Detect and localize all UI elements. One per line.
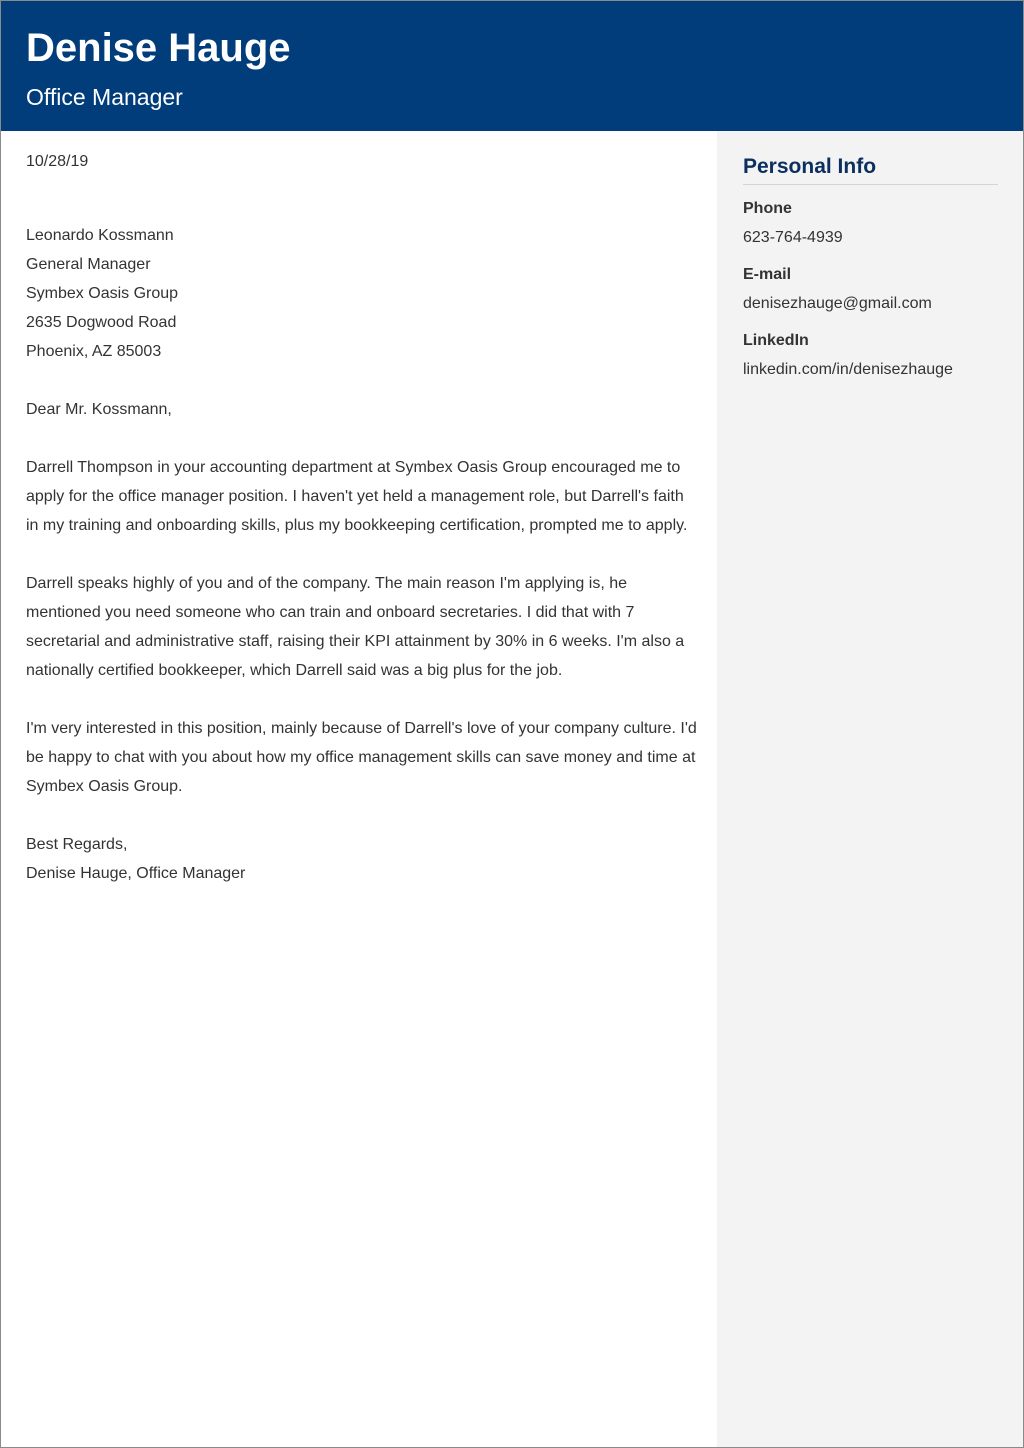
- closing: Best Regards,: [26, 836, 128, 853]
- applicant-title: Office Manager: [26, 84, 183, 110]
- applicant-name: Denise Hauge: [26, 26, 291, 70]
- linkedin-value: linkedin.com/in/denisezhauge: [743, 361, 953, 378]
- linkedin-label: LinkedIn: [743, 332, 809, 349]
- phone-label: Phone: [743, 200, 792, 217]
- letter-body: [26, 147, 698, 888]
- phone-value: 623-764-4939: [743, 229, 843, 246]
- body-paragraph: Darrell Thompson in your accounting department at Symbex Oasis Group encouraged me to apply for the office manager position. I haven't yet held a management role, but Darrell's faith in my training and onboarding skills, plus my bookkeeping certification, prompted me to apply.: [26, 459, 688, 534]
- body-paragraph: Darrell speaks highly of you and of the company. The main reason I'm applying is, he mentioned you need someone who can train and onboard secretaries. I did that with 7 secretarial and administrative staff, raising their KPI attainment by 30% in 6 weeks. I'm also a nationally certified bookkeeper, which Darrell said was a big plus for the job.: [26, 575, 685, 679]
- recipient-city: Phoenix, AZ 85003: [26, 343, 162, 360]
- header-banner: [1, 1, 1023, 131]
- recipient-title: General Manager: [26, 256, 151, 273]
- recipient-name: Leonardo Kossmann: [26, 227, 174, 244]
- email-label: E-mail: [743, 266, 792, 283]
- email-value: denisezhauge@gmail.com: [743, 295, 932, 312]
- recipient-address: [26, 221, 698, 366]
- sidebar-heading: Personal Info: [743, 155, 877, 178]
- signature: Denise Hauge, Office Manager: [26, 865, 246, 882]
- recipient-company: Symbex Oasis Group: [26, 285, 179, 302]
- letter-date: 10/28/19: [26, 153, 89, 170]
- salutation: Dear Mr. Kossmann,: [26, 401, 172, 418]
- personal-info-sidebar: [717, 131, 1023, 1447]
- sidebar-divider: [743, 184, 998, 185]
- recipient-street: 2635 Dogwood Road: [26, 314, 177, 331]
- body-paragraph: I'm very interested in this position, mainly because of Darrell's love of your company culture. I'd be happy to chat with you about how my office management skills can save money and time at Symbex Oasis Group.: [26, 720, 697, 795]
